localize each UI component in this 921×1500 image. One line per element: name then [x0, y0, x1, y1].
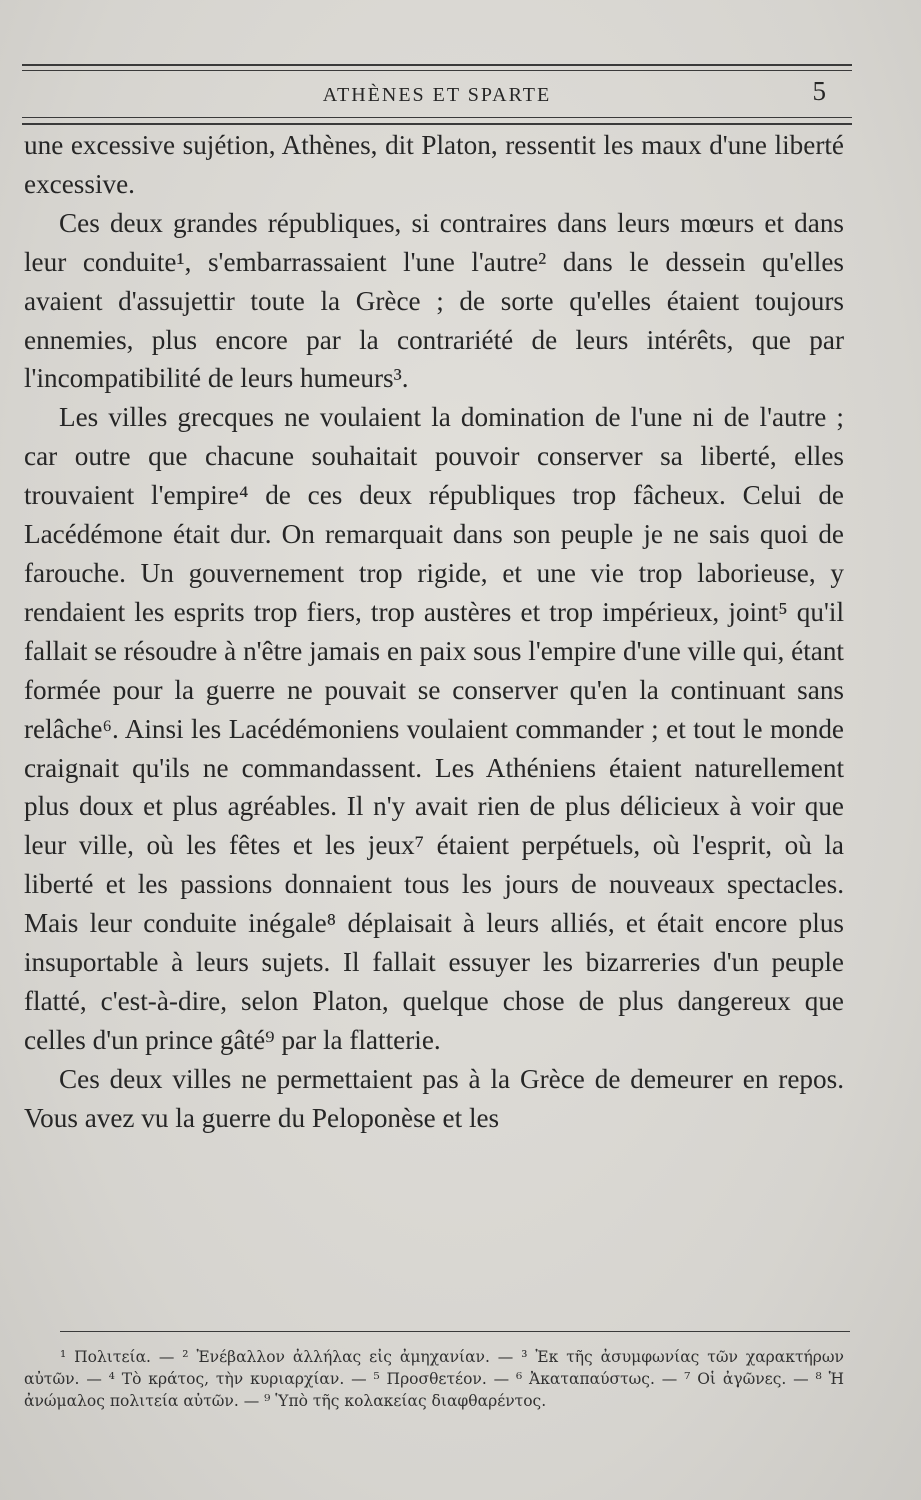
- header-rule-bottom-thin: [22, 117, 852, 118]
- header-rule-bottom: [22, 123, 852, 125]
- paragraph: Ces deux villes ne permettaient pas à la Grèce de demeurer en repos. Vous avez vu la guerre du Peloponèse et les: [24, 1063, 844, 1133]
- page-number: 5: [812, 76, 826, 106]
- paragraph: Les villes grecques ne voulaient la domination de l'une ni de l'autre ; car outre que chacune souhaitait pouvoir conserver sa liberté, elles trouvaient l'empire⁴ de ces deux républiques trop fâcheux. Celui de Lacédémone était dur. On remarquait dans son peuple je ne sais quoi de farouche. Un gouvernement trop rigide, et une vie trop laborieuse, y rendaient les esprits trop fiers, trop austères et trop impérieux, joint⁵ qu'il fallait se résoudre à n'être jamais en paix sous l'empire d'une ville qui, étant formée pour la guerre ne pouvait se conserver qu'en la continuant sans relâche⁶. Ainsi les Lacédémoniens voulaient commander ; et tout le monde craignait qu'ils ne commandassent. Les Athéniens étaient naturellement plus doux et plus agréables. Il n'y avait rien de plus délicieux à voir que leur ville, où les fêtes et les jeux⁷ étaient perpétuels, où l'esprit, où la liberté et les passions donnaient tous les jours de nouveaux spectacles. Mais leur conduite inégale⁸ déplaisait à leurs alliés, et était encore plus insuportable à leurs sujets. Il fallait essuyer les bizarreries d'un peuple flatté, c'est-à-dire, selon Platon, quelque chose de plus dangereux que celles d'un prince gâté⁹ par la flatterie.: [24, 402, 844, 1055]
- footnote-rule: [60, 1331, 850, 1332]
- body-text: [24, 126, 844, 1138]
- footnotes: ¹ Πολιτεία. — ² Ἐνέβαλλον ἀλλήλας εἰς ἀμηχανίαν. — ³ Ἐκ τῆς ἀσυμφωνίας τῶν χαρακτήρων αὐτῶν. — ⁴ Τὸ κράτος, τὴν κυριαρχίαν. — ⁵ Προσθετέον. — ⁶ Ἀκαταπαύστως. — ⁷ Οἱ ἀγῶνες. — ⁸ Ἡ ἀνώμαλος πολιτεία αὐτῶν. — ⁹ Ὑπὸ τῆς κολακείας διαφθαρέντος.: [24, 1348, 844, 1410]
- paragraph: une excessive sujétion, Athènes, dit Platon, ressentit les maux d'une liberté excessive.: [24, 130, 844, 199]
- running-head: [22, 76, 852, 114]
- header-rule-top-thin: [22, 70, 852, 71]
- running-title: ATHÈNES ET SPARTE: [322, 84, 552, 106]
- paragraph: Ces deux grandes républiques, si contraires dans leurs mœurs et dans leur conduite¹, s'embarrassaient l'une l'autre² dans le dessein qu'elles avaient d'assujettir toute la Grèce ; de sorte qu'elles étaient toujours ennemies, plus encore par la contrariété de leurs intérêts, que par l'incompatibilité de leurs humeurs³.: [24, 207, 844, 394]
- header-rule-top: [22, 64, 852, 66]
